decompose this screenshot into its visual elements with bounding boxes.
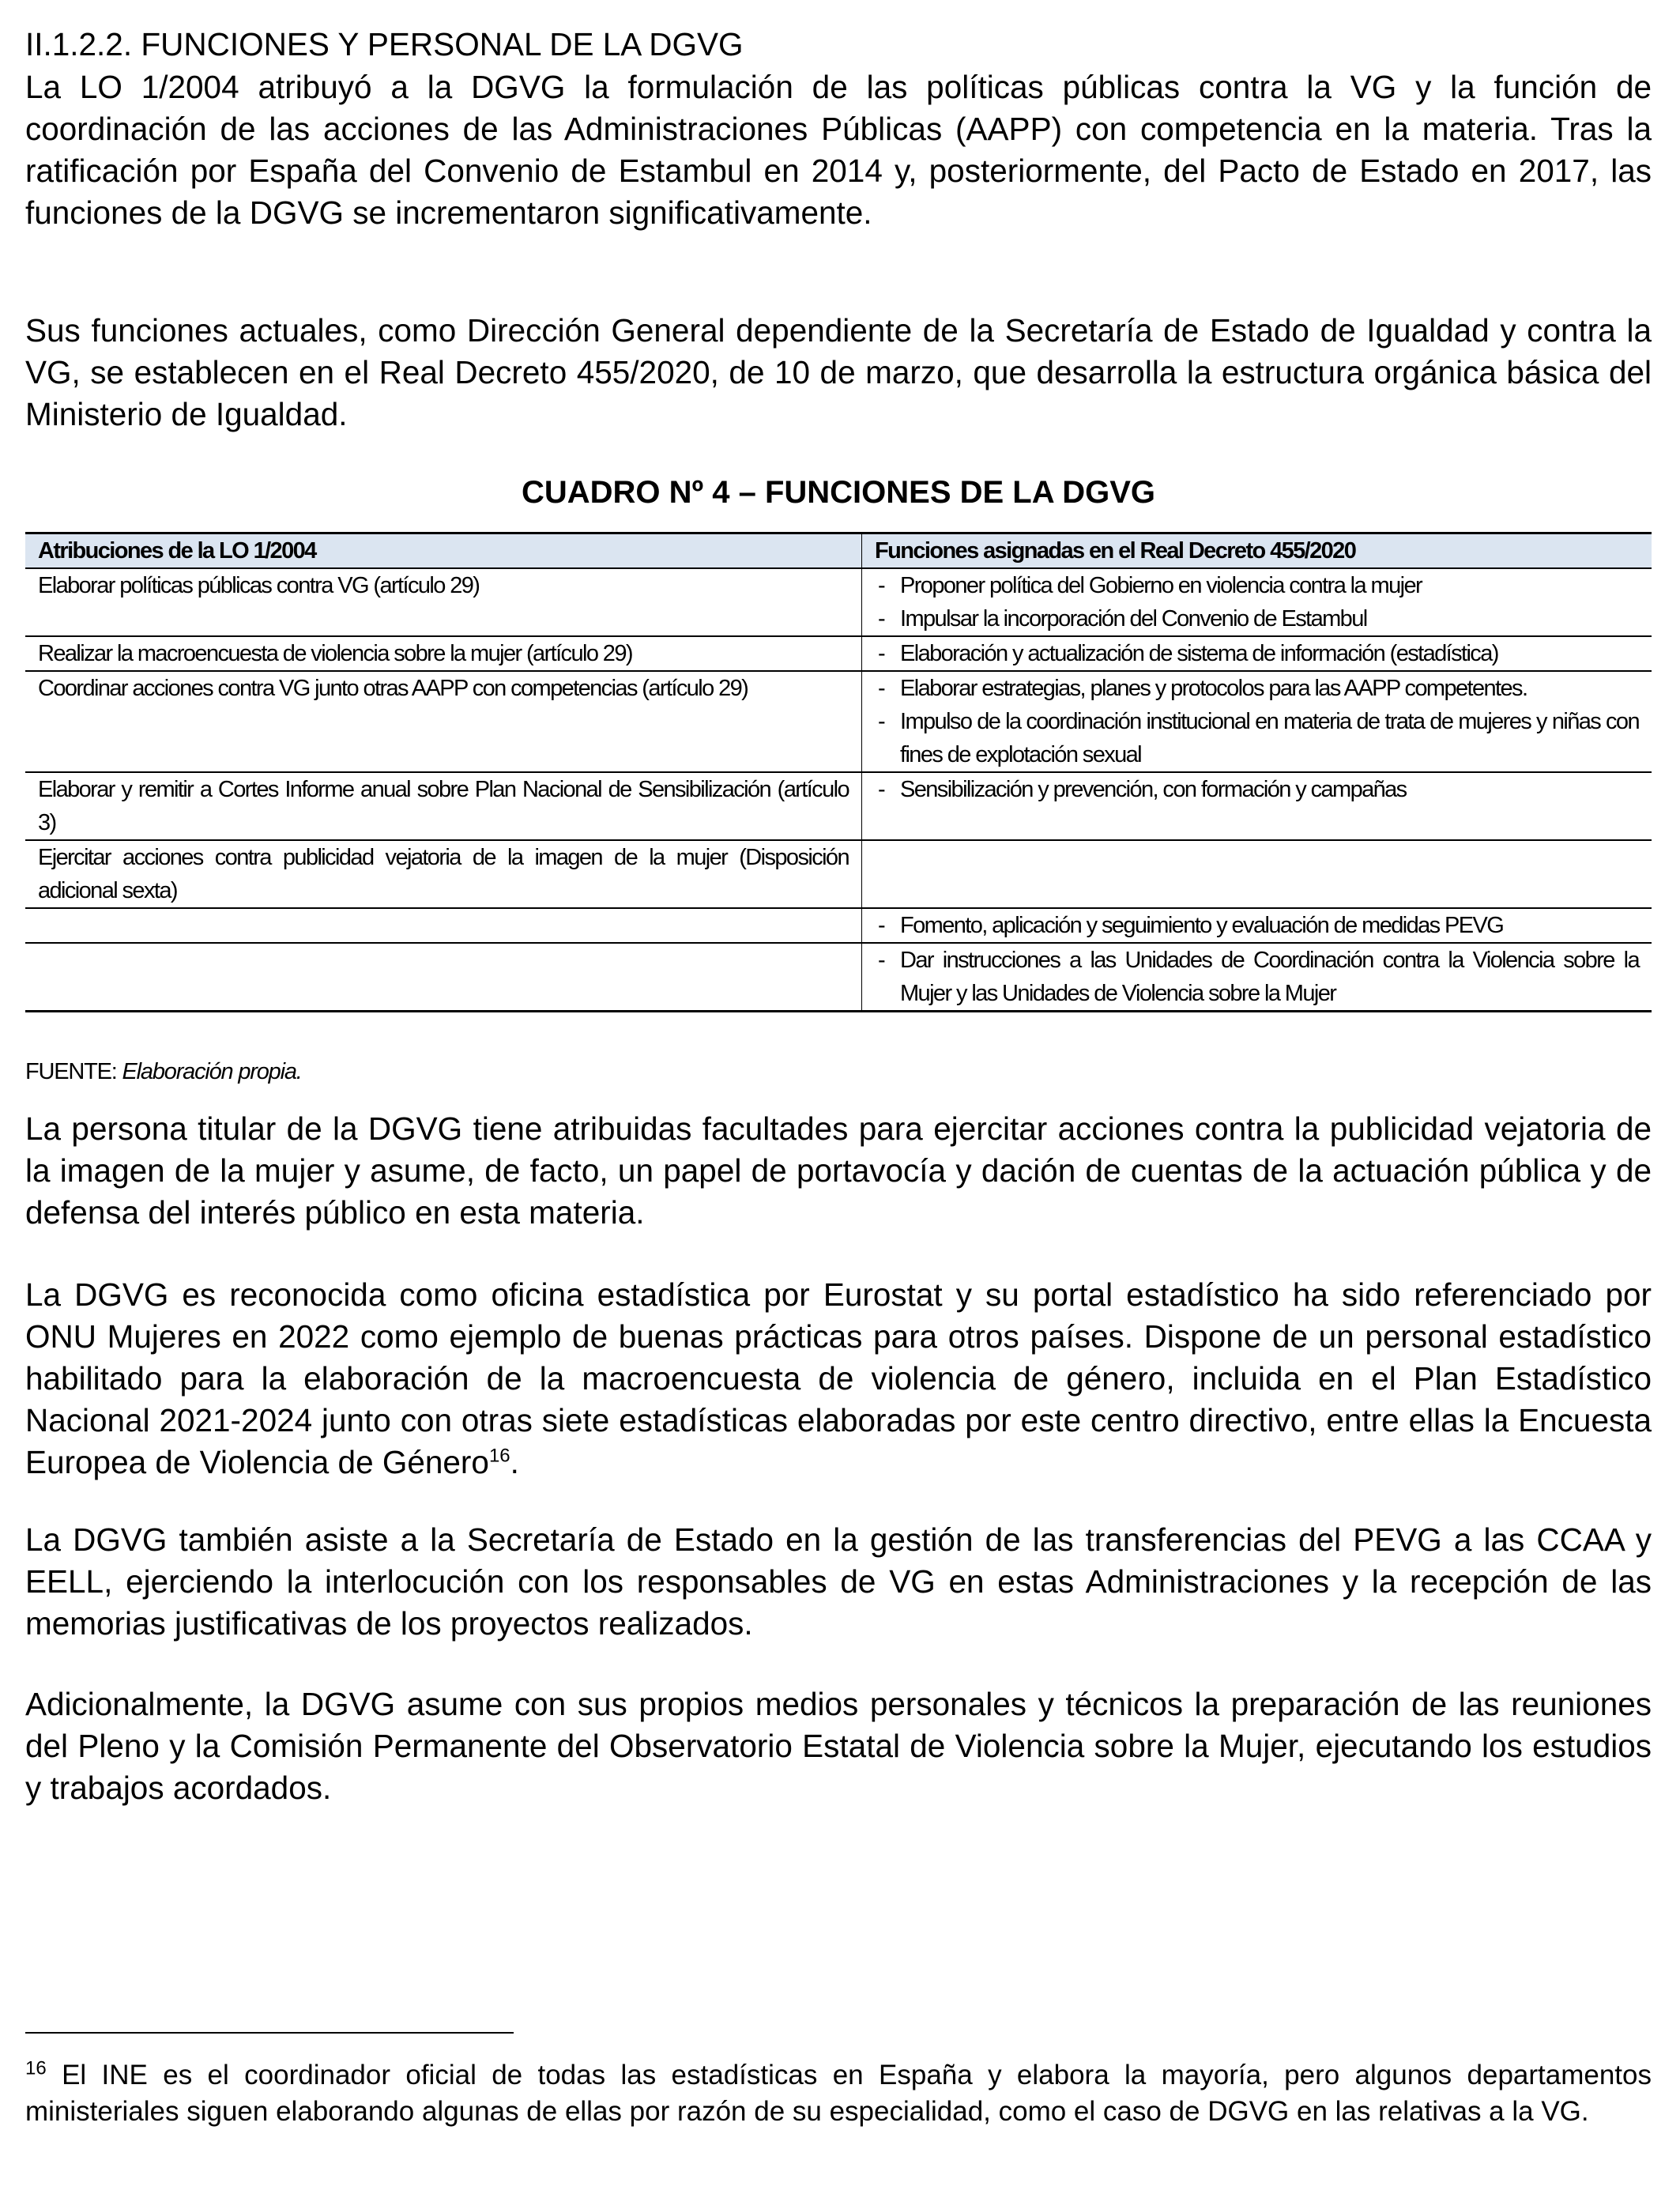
section-heading: II.1.2.2. FUNCIONES Y PERSONAL DE LA DGVG: [25, 26, 744, 62]
paragraph: [25, 1683, 1652, 1809]
paragraph: [25, 1519, 1652, 1645]
rd-functions-cell: [862, 772, 1652, 840]
lo-attribution-cell: [25, 908, 862, 943]
lo-attribution-cell: Realizar la macroencuesta de violencia sobre la mujer (artículo 29): [25, 636, 862, 671]
paragraph-text: Adicionalmente, la DGVG asume con sus propios medios personales y técnicos la preparación de las reuniones del Pleno y la Comisión Permanente del Observatorio Estatal de Violencia sobre la Mujer, ejecutando los estudios y trabajos acordados.: [25, 1686, 1652, 1806]
paragraph: [25, 1274, 1652, 1483]
paragraph-text-body: La DGVG es reconocida como oficina estadística por Eurostat y su portal estadístico ha sido referenciado por ONU Mujeres en 2022 como ejemplo de buenas prácticas para otros países. Dispone de un personal estadístico habilitado para la elaboración de la macroencuesta de violencia de género, incluida en el Plan Estadístico Nacional 2021-2024 junto con otras siete estadísticas elaboradas por este centro directivo, entre ellas la Encuesta Europea de Violencia de Género: [25, 1276, 1652, 1480]
functions-list: [875, 909, 1639, 942]
rd-functions-cell: [862, 671, 1652, 772]
functions-table: [25, 532, 1652, 1012]
functions-list: [875, 637, 1639, 670]
paragraph: [25, 1108, 1652, 1234]
function-item: - Dar instrucciones a las Unidades de Coordinación contra la Violencia sobre la Mujer y las Unidades de Violencia sobre la Mujer: [875, 944, 1639, 1010]
lo-attribution-cell: Ejercitar acciones contra publicidad vejatoria de la imagen de la mujer (Disposición adicional sexta): [25, 840, 862, 908]
paragraph-text: La persona titular de la DGVG tiene atribuidas facultades para ejercitar acciones contra la publicidad vejatoria de la imagen de la mujer y asume, de facto, un papel de portavocía y dación de cuentas de la actuación pública y de defensa del interés público en esta materia.: [25, 1110, 1652, 1231]
footnote-text: El INE es el coordinador oficial de todas las estadísticas en España y elabora la mayoría, pero algunos departamentos ministeriales siguen elaborando algunas de ellas por razón de su especialidad, como el caso de DGVG en las relativas a la VG.: [25, 2060, 1652, 2127]
paragraph-end: .: [510, 1444, 519, 1480]
function-item: - Elaborar estrategias, planes y protocolos para las AAPP competentes.: [875, 672, 1639, 705]
paragraph-text: La DGVG también asiste a la Secretaría de Estado en la gestión de las transferencias del PEVG a las CCAA y EELL, ejerciendo la interlocución con los responsables de VG en estas Administraciones y la recepción de las memorias justificativas de los proyectos realizados.: [25, 1521, 1652, 1642]
function-item: - Impulso de la coordinación institucional en materia de trata de mujeres y niñas con fines de explotación sexual: [875, 705, 1639, 771]
paragraph: [25, 66, 1652, 234]
lo-attribution-cell: [25, 943, 862, 1012]
footnote-reference[interactable]: 16: [488, 1445, 510, 1467]
function-item: - Sensibilización y prevención, con formación y campañas: [875, 773, 1639, 806]
lo-attribution-cell: Elaborar y remitir a Cortes Informe anual sobre Plan Nacional de Sensibilización (artículo 3): [25, 772, 862, 840]
functions-list: [875, 569, 1639, 635]
rd-functions-cell: [862, 568, 1652, 636]
table-row: [25, 772, 1652, 840]
rd-functions-cell: [862, 943, 1652, 1012]
function-item: - Proponer política del Gobierno en violencia contra la mujer: [875, 569, 1639, 602]
function-item: - Fomento, aplicación y seguimiento y evaluación de medidas PEVG: [875, 909, 1639, 942]
table-title: CUADRO Nº 4 – FUNCIONES DE LA DGVG: [521, 475, 1156, 510]
functions-list: [875, 773, 1639, 806]
table-row: [25, 671, 1652, 772]
function-item: - Impulsar la incorporación del Convenio de Estambul: [875, 602, 1639, 635]
column-header: Funciones asignadas en el Real Decreto 455/2020: [862, 533, 1652, 569]
table-row: [25, 908, 1652, 943]
table-source: [25, 1056, 302, 1088]
paragraph-text: Sus funciones actuales, como Dirección General dependiente de la Secretaría de Estado de Igualdad y contra la VG, se establecen en el Real Decreto 455/2020, de 10 de marzo, que desarrolla la estructura orgánica básica del Ministerio de Igualdad.: [25, 312, 1652, 432]
table-row: [25, 840, 1652, 908]
table-row: [25, 636, 1652, 671]
paragraph-text: [25, 1274, 1652, 1483]
lo-attribution-cell: Elaborar políticas públicas contra VG (artículo 29): [25, 568, 862, 636]
rd-functions-cell: [862, 636, 1652, 671]
source-label: FUENTE:: [25, 1059, 117, 1084]
footnote: [25, 2057, 1652, 2130]
rd-functions-cell: [862, 908, 1652, 943]
paragraph: [25, 310, 1652, 435]
footnote-divider: [25, 2032, 514, 2034]
paragraph-text: La LO 1/2004 atribuyó a la DGVG la formulación de las políticas públicas contra la VG y la función de coordinación de las acciones de las Administraciones Públicas (AAPP) con competencia en la materia. Tras la ratificación por España del Convenio de Estambul en 2014 y, posteriormente, del Pacto de Estado en 2017, las funciones de la DGVG se incrementaron significativamente.: [25, 69, 1652, 231]
function-item: - Elaboración y actualización de sistema de información (estadística): [875, 637, 1639, 670]
table-row: [25, 943, 1652, 1012]
column-header: Atribuciones de la LO 1/2004: [25, 533, 862, 569]
rd-functions-cell: [862, 840, 1652, 908]
table-row: [25, 568, 1652, 636]
footnote-number: 16: [25, 2057, 47, 2079]
table-header-row: [25, 533, 1652, 569]
functions-list: [875, 672, 1639, 771]
functions-list: [875, 944, 1639, 1010]
source-value: Elaboración propia.: [122, 1059, 302, 1084]
lo-attribution-cell: Coordinar acciones contra VG junto otras AAPP con competencias (artículo 29): [25, 671, 862, 772]
